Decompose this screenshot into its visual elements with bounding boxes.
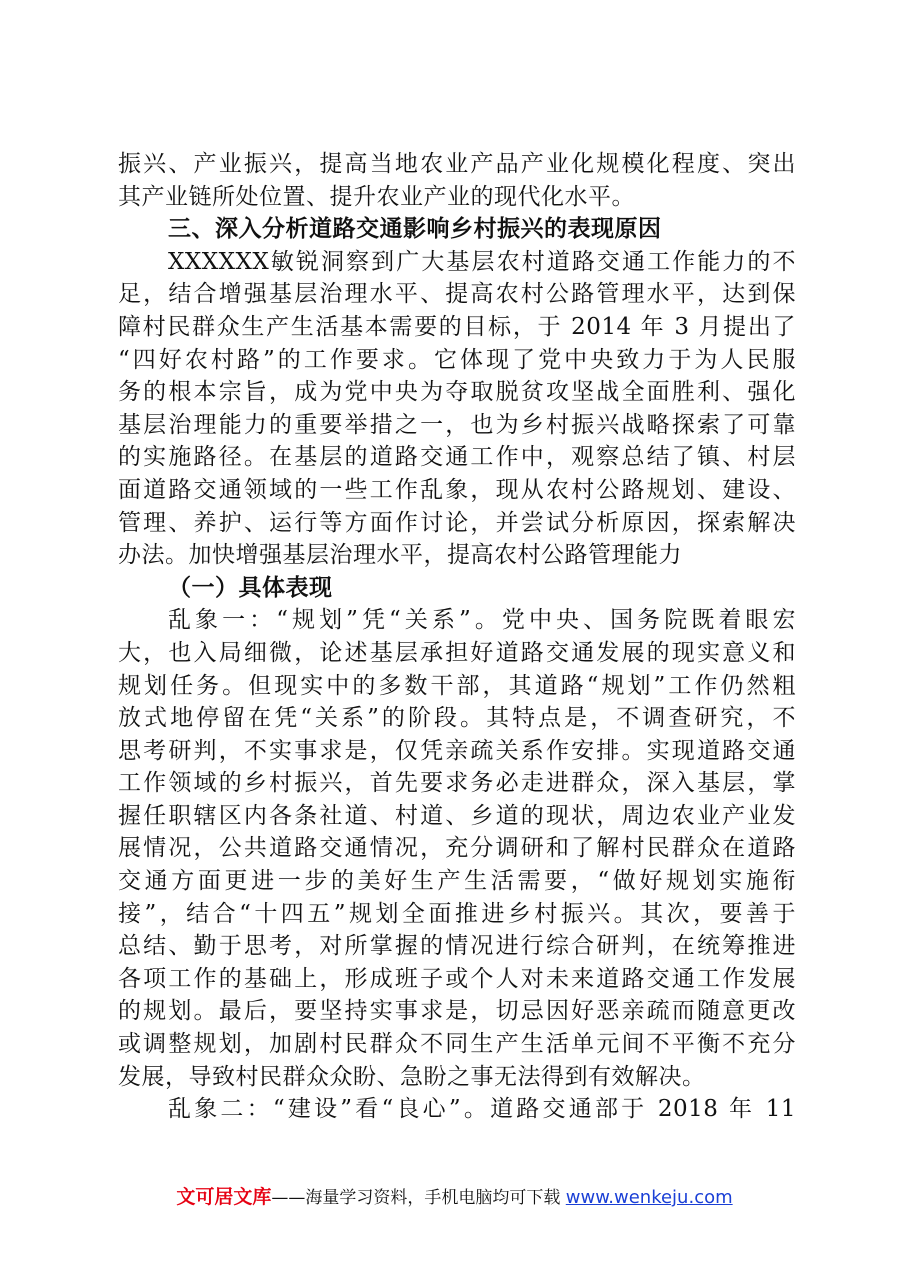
text-line: 的规划。最后，要坚持实事求是，切忌因好恶亲疏而随意更改 (118, 998, 796, 1025)
section-heading: （一）具体表现 (168, 574, 333, 601)
document-body (118, 148, 796, 1126)
text-line: 乱象一：“规划”凭“关系”。党中央、国务院既着眼宏 (168, 607, 796, 634)
text-line: 放式地停留在凭“关系”的阶段。其特点是，不调查研究，不 (118, 705, 796, 732)
footer-url-link[interactable]: www.wenkeju.com (565, 1187, 733, 1208)
text-line: 办法。加快增强基层治理水平，提高农村公路管理能力 (118, 542, 682, 569)
text-line: 接”，结合“十四五”规划全面推进乡村振兴。其次，要善于 (118, 900, 796, 927)
text-line: 大，也入局细微，论述基层承担好道路交通发展的现实意义和 (118, 639, 796, 666)
text-line: 规划任务。但现实中的多数干部，其道路“规划”工作仍然粗 (118, 672, 796, 699)
footer-tagline: ——海量学习资料，手机电脑均可下载 (271, 1188, 561, 1208)
text-line: 总结、勤于思考，对所掌握的情况进行综合研判，在统筹推进 (118, 933, 796, 960)
text-line: 工作领域的乡村振兴，首先要求务必走进群众，深入基层，掌 (118, 770, 796, 797)
text-line: 管理、养护、运行等方面作讨论，并尝试分析原因，探索解决 (118, 509, 796, 536)
text-line: 思考研判，不实事求是，仅凭亲疏关系作安排。实现道路交通 (118, 737, 796, 764)
text-line: 或调整规划，加剧村民群众不同生产生活单元间不平衡不充分 (118, 1031, 796, 1058)
text-line: 基层治理能力的重要举措之一，也为乡村振兴战略探索了可靠 (118, 411, 796, 438)
text-line: 的实施路径。在基层的道路交通工作中，观察总结了镇、村层 (118, 444, 796, 471)
text-line: 乱象二：“建设”看“良心”。道路交通部于 2018 年 11 (168, 1096, 796, 1123)
text-line: 其产业链所处位置、提升农业产业的现代化水平。 (118, 183, 635, 210)
section-heading: 三、深入分析道路交通影响乡村振兴的表现原因 (168, 216, 662, 243)
text-line: “四好农村路”的工作要求。它体现了党中央致力于为人民服 (118, 346, 796, 373)
text-line: 握任职辖区内各条社道、村道、乡道的现状，周边农业产业发 (118, 802, 796, 829)
footer-brand: 文可居文库 (176, 1186, 272, 1208)
text-line: 足，结合增强基层治理水平、提高农村公路管理水平，达到保 (118, 281, 796, 308)
text-line: XXXXXX敏锐洞察到广大基层农村道路交通工作能力的不 (168, 248, 796, 275)
text-line: 交通方面更进一步的美好生产生活需要，“做好规划实施衔 (118, 868, 796, 895)
text-line: 发展，导致村民群众众盼、急盼之事无法得到有效解决。 (118, 1063, 706, 1090)
text-line: 障村民群众生产生活基本需要的目标，于 2014 年 3 月提出了 (118, 313, 796, 340)
text-line: 务的根本宗旨，成为党中央为夺取脱贫攻坚战全面胜利、强化 (118, 379, 796, 406)
text-line: 面道路交通领域的一些工作乱象，现从农村公路规划、建设、 (118, 476, 796, 503)
text-line: 各项工作的基础上，形成班子或个人对未来道路交通工作发展 (118, 965, 796, 992)
text-line: 振兴、产业振兴，提高当地农业产品产业化规模化程度、突出 (118, 151, 796, 177)
text-line: 展情况，公共道路交通情况，充分调研和了解村民群众在道路 (118, 835, 796, 862)
footer-banner (0, 1182, 909, 1209)
